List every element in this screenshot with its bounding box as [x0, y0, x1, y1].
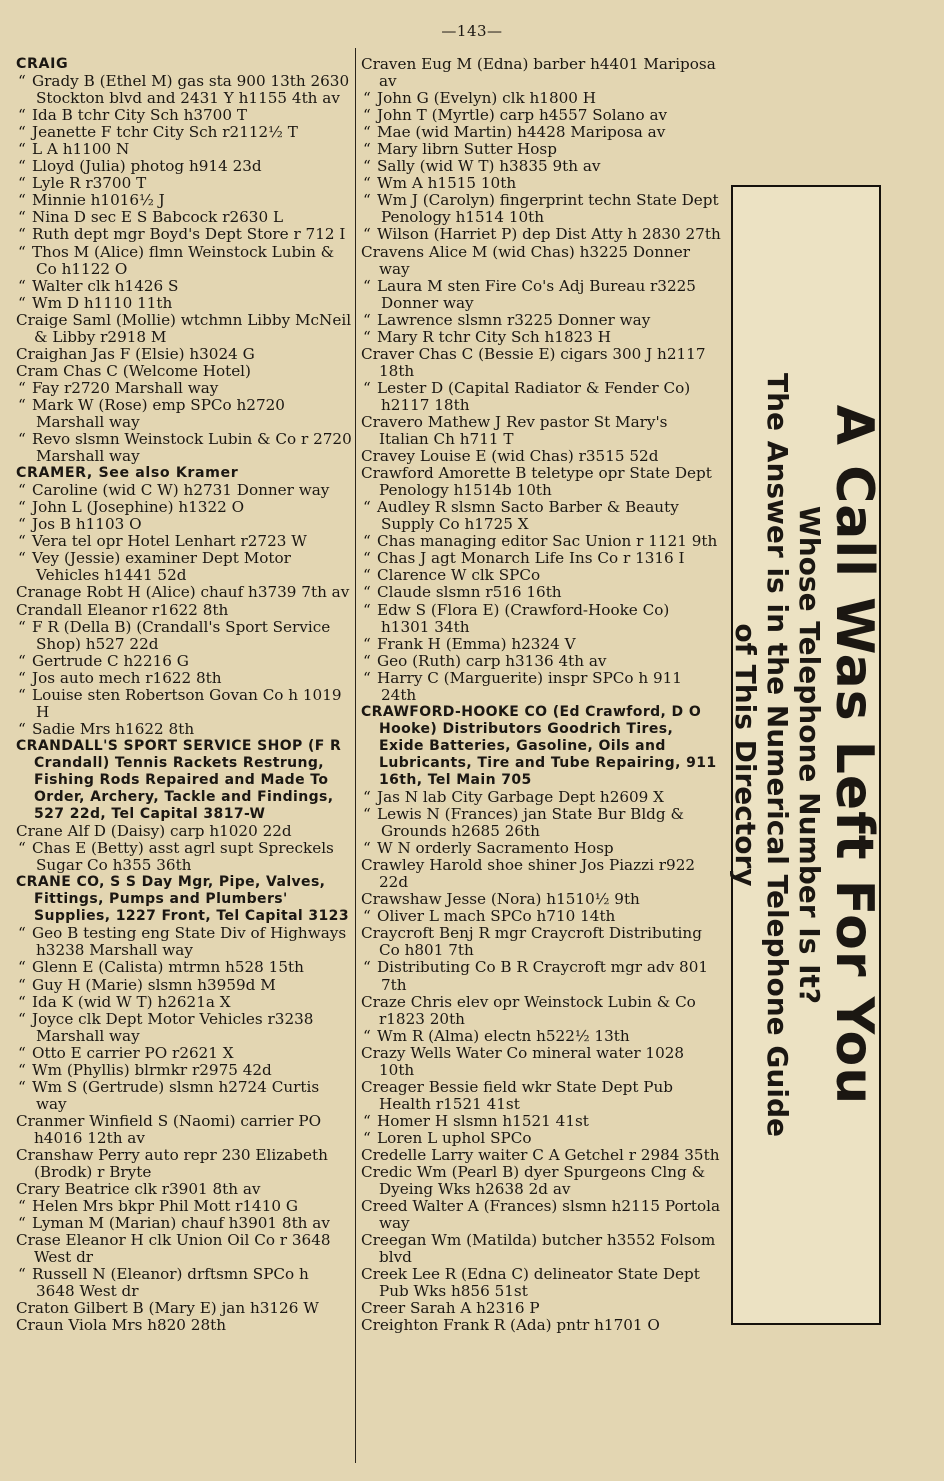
entry-text: Jos B h1103 O — [32, 515, 142, 534]
directory-entry — [16, 397, 352, 431]
directory-entry — [361, 192, 721, 226]
directory-entry — [361, 584, 721, 601]
entry-text: Crandall Eleanor r1622 8th — [16, 600, 229, 619]
ditto-mark: “ — [18, 617, 26, 636]
directory-entry — [16, 124, 352, 141]
entry-text: Helen Mrs bkpr Phil Mott r1410 G — [32, 1197, 298, 1216]
entry-text: Lyle R r3700 T — [32, 174, 147, 193]
entry-text: Creighton Frank R (Ada) pntr h1701 O — [361, 1316, 660, 1335]
directory-entry — [16, 1266, 352, 1300]
entry-text: Chas managing editor Sac Union r 1121 9th — [377, 532, 718, 551]
entry-text: Mary R tchr City Sch h1823 H — [377, 327, 612, 346]
directory-entry — [16, 1011, 352, 1045]
ditto-mark: “ — [18, 123, 26, 142]
directory-entry — [16, 619, 352, 653]
ditto-mark: “ — [18, 140, 26, 159]
entry-text: Jas N lab City Garbage Dept h2609 X — [377, 788, 664, 807]
ditto-mark: “ — [18, 395, 26, 414]
directory-entry — [361, 414, 721, 448]
directory-entry — [361, 56, 721, 90]
directory-entry — [361, 141, 721, 158]
directory-entry — [361, 636, 721, 653]
ditto-mark: “ — [363, 839, 371, 858]
business-listing — [16, 738, 352, 823]
ditto-mark: “ — [363, 1128, 371, 1147]
directory-entry — [361, 1045, 721, 1079]
directory-entry — [361, 891, 721, 908]
ditto-mark: “ — [363, 106, 371, 125]
ditto-mark: “ — [18, 839, 26, 858]
directory-entry — [16, 823, 352, 840]
directory-entry — [16, 959, 352, 976]
directory-entry — [16, 653, 352, 670]
directory-entry — [16, 192, 352, 209]
advertisement-text — [729, 205, 883, 1305]
directory-entry — [16, 1062, 352, 1079]
entry-text: Vera tel opr Hotel Lenhart r2723 W — [32, 532, 307, 551]
directory-entry — [361, 1300, 721, 1317]
entry-text: W N orderly Sacramento Hosp — [377, 839, 614, 858]
business-listing — [361, 704, 721, 789]
directory-entry — [361, 1147, 721, 1164]
entry-text: Ruth dept mgr Boyd's Dept Store r 712 I — [32, 225, 346, 244]
entry-text: Jos auto mech r1622 8th — [32, 668, 222, 687]
entry-text: Craze Chris elev opr Weinstock Lubin & Co r1823 20th — [361, 992, 696, 1028]
ad-line-2: The Answer is in the Numerical Telephone Guide — [761, 373, 794, 1137]
entry-text: Creager Bessie field wkr State Dept Pub Health r1521 41st — [361, 1077, 673, 1113]
entry-text: Nina D sec E S Babcock r2630 L — [32, 208, 284, 227]
entry-text: Craycroft Benj R mgr Craycroft Distributing Co h801 7th — [361, 924, 702, 960]
entry-text: Sally (wid W T) h3835 9th av — [377, 157, 601, 176]
ditto-mark: “ — [18, 430, 26, 449]
entry-text: CRAWFORD-HOOKE CO (Ed Crawford, D O Hooke) Distributors Goodrich Tires, Exide Batteries, Gasoline, Oils and Lubricants, Tire and Tube Repairing, 911 16th, Tel Main 705 — [361, 703, 717, 788]
ditto-mark: “ — [18, 191, 26, 210]
directory-entry — [361, 1164, 721, 1198]
entry-text: Ida K (wid W T) h2621a X — [32, 992, 231, 1011]
ditto-mark: “ — [363, 805, 371, 824]
entry-text: CRANE CO, S S Day Mgr, Pipe, Valves, Fittings, Pumps and Plumbers' Supplies, 1227 Front, Tel Capital 3123 — [16, 874, 349, 925]
entry-text: Audley R slsmn Sacto Barber & Beauty Supply Co h1725 X — [377, 498, 679, 534]
directory-entry — [16, 278, 352, 295]
directory-entry — [361, 840, 721, 857]
entry-text: John G (Evelyn) clk h1800 H — [377, 89, 597, 108]
entry-text: Craun Viola Mrs h820 28th — [16, 1316, 227, 1335]
directory-entry — [16, 295, 352, 312]
entry-text: Minnie h1016½ J — [32, 191, 165, 210]
directory-entry — [16, 925, 352, 959]
entry-text: F R (Della B) (Crandall's Sport Service Shop) h527 22d — [32, 617, 331, 653]
entry-text: Louise sten Robertson Govan Co h 1019 H — [32, 685, 342, 721]
entry-text: Lloyd (Julia) photog h914 23d — [32, 157, 262, 176]
entry-text: Walter clk h1426 S — [32, 276, 179, 295]
entry-text: Craighan Jas F (Elsie) h3024 G — [16, 344, 255, 363]
entry-text: Credelle Larry waiter C A Getchel r 2984 35th — [361, 1146, 720, 1164]
ditto-mark: “ — [18, 975, 26, 994]
entry-text: Frank H (Emma) h2324 V — [377, 634, 576, 653]
directory-entry — [16, 226, 352, 243]
directory-entry — [361, 789, 721, 806]
entry-text: Craige Saml (Mollie) wtchmn Libby McNeil & Libby r2918 M — [16, 310, 352, 346]
ditto-mark: “ — [363, 600, 371, 619]
surname-heading — [16, 56, 352, 73]
ditto-mark: “ — [363, 634, 371, 653]
entry-text: Glenn E (Calista) mtrmn h528 15th — [32, 958, 304, 977]
entry-text: Wm R (Alma) electn h522½ 13th — [377, 1026, 630, 1045]
entry-text: Wilson (Harriet P) dep Dist Atty h 2830 27th — [377, 225, 721, 244]
directory-entry — [361, 465, 721, 499]
ditto-mark: “ — [18, 208, 26, 227]
entry-text: Mae (wid Martin) h4428 Mariposa av — [377, 123, 666, 142]
directory-entry — [361, 124, 721, 141]
ditto-mark: “ — [363, 907, 371, 926]
directory-entry — [16, 1147, 352, 1181]
entry-text: Cranshaw Perry auto repr 230 Elizabeth (Brodk) r Bryte — [16, 1146, 328, 1182]
entry-text: Craton Gilbert B (Mary E) jan h3126 W — [16, 1299, 319, 1318]
ditto-mark: “ — [363, 276, 371, 295]
directory-entry — [361, 175, 721, 192]
ditto-mark: “ — [18, 1214, 26, 1233]
entry-text: Thos M (Alice) flmn Weinstock Lubin & Co h1122 O — [32, 242, 335, 278]
directory-entry — [361, 1198, 721, 1232]
ditto-mark: “ — [18, 276, 26, 295]
ditto-mark: “ — [18, 1043, 26, 1062]
entry-text: Wm D h1110 11th — [32, 293, 173, 312]
ditto-mark: “ — [363, 566, 371, 585]
surname-heading — [16, 465, 352, 482]
directory-entry — [16, 1181, 352, 1198]
entry-text: Crawshaw Jesse (Nora) h1510½ 9th — [361, 890, 640, 909]
ditto-mark: “ — [18, 225, 26, 244]
entry-text: Wm S (Gertrude) slsmn h2724 Curtis way — [32, 1077, 320, 1113]
advertisement-box — [729, 185, 884, 1325]
directory-entry — [361, 857, 721, 891]
ditto-mark: “ — [363, 378, 371, 397]
directory-entry — [361, 925, 721, 959]
entry-text: Wm (Phyllis) blrmkr r2975 42d — [32, 1060, 272, 1079]
ditto-mark: “ — [18, 293, 26, 312]
entry-text: Jeanette F tchr City Sch r2112½ T — [32, 123, 298, 142]
ditto-mark: “ — [18, 515, 26, 534]
entry-text: Revo slsmn Weinstock Lubin & Co r 2720 Marshall way — [32, 430, 352, 466]
entry-text: Craven Eug M (Edna) barber h4401 Mariposa av — [361, 55, 716, 91]
directory-entry — [361, 107, 721, 124]
ad-title: A Call Was Left For You — [824, 404, 884, 1106]
entry-text: Homer H slsmn h1521 41st — [377, 1111, 589, 1130]
directory-entry — [361, 278, 721, 312]
ad-line-1: Whose Telephone Number Is It? — [793, 505, 826, 1005]
directory-column-right — [361, 56, 721, 1335]
entry-text: Wm J (Carolyn) fingerprint techn State Dept Penology h1514 10th — [377, 191, 719, 227]
column-divider — [355, 48, 356, 1463]
entry-text: CRAMER, See also Kramer — [16, 465, 239, 482]
entry-text: Lewis N (Frances) jan State Bur Bldg & Grounds h2685 26th — [377, 805, 684, 841]
ditto-mark: “ — [18, 242, 26, 261]
ditto-mark: “ — [363, 1111, 371, 1130]
entry-text: Sadie Mrs h1622 8th — [32, 719, 195, 738]
entry-text: Lyman M (Marian) chauf h3901 8th av — [32, 1214, 330, 1233]
directory-entry — [16, 840, 352, 874]
entry-text: CRAIG — [16, 56, 69, 72]
directory-entry — [16, 550, 352, 584]
entry-text: Crawley Harold shoe shiner Jos Piazzi r922 22d — [361, 856, 696, 892]
ad-line-3: of This Directory — [729, 623, 762, 887]
ditto-mark: “ — [363, 532, 371, 551]
directory-entry — [361, 1079, 721, 1113]
ditto-mark: “ — [18, 719, 26, 738]
entry-text: Geo B testing eng State Div of Highways h3238 Marshall way — [32, 924, 347, 960]
ditto-mark: “ — [363, 123, 371, 142]
directory-entry — [16, 1300, 352, 1317]
ditto-mark: “ — [18, 174, 26, 193]
entry-text: Credic Wm (Pearl B) dyer Spurgeons Clng & Dyeing Wks h2638 2d av — [361, 1163, 706, 1199]
ditto-mark: “ — [363, 958, 371, 977]
ditto-mark: “ — [363, 583, 371, 602]
directory-entry — [361, 908, 721, 925]
directory-entry — [16, 73, 352, 107]
entry-text: Cravero Mathew J Rev pastor St Mary's Italian Ch h711 T — [361, 412, 668, 449]
directory-entry — [361, 1028, 721, 1045]
entry-text: Gertrude C h2216 G — [32, 651, 189, 670]
ditto-mark: “ — [363, 225, 371, 244]
directory-entry — [16, 533, 352, 550]
entry-text: Crase Eleanor H clk Union Oil Co r 3648 West dr — [16, 1231, 331, 1267]
ditto-mark: “ — [363, 140, 371, 159]
directory-entry — [16, 1198, 352, 1215]
directory-entry — [16, 158, 352, 175]
entry-text: Chas J agt Monarch Life Ins Co r 1316 I — [377, 549, 685, 568]
directory-entry — [361, 1113, 721, 1130]
directory-entry — [16, 721, 352, 738]
ditto-mark: “ — [18, 992, 26, 1011]
directory-entry — [361, 602, 721, 636]
entry-text: Creek Lee R (Edna C) delineator State Dept Pub Wks h856 51st — [361, 1265, 700, 1301]
directory-entry — [361, 670, 721, 704]
ditto-mark: “ — [18, 1060, 26, 1079]
entry-text: Laura M sten Fire Co's Adj Bureau r3225 Donner way — [377, 276, 696, 312]
entry-text: Geo (Ruth) carp h3136 4th av — [377, 651, 607, 670]
directory-entry — [361, 312, 721, 329]
ditto-mark: “ — [18, 958, 26, 977]
entry-text: Wm A h1515 10th — [377, 174, 517, 193]
ditto-mark: “ — [18, 481, 26, 500]
directory-entry — [361, 1130, 721, 1147]
entry-text: Cram Chas C (Welcome Hotel) — [16, 361, 251, 380]
entry-text: Lawrence slsmn r3225 Donner way — [377, 310, 651, 329]
ditto-mark: “ — [18, 651, 26, 670]
ditto-mark: “ — [18, 1265, 26, 1284]
entry-text: Crary Beatrice clk r3901 8th av — [16, 1180, 261, 1199]
ditto-mark: “ — [363, 89, 371, 108]
entry-text: Loren L uphol SPCo — [377, 1128, 532, 1147]
ditto-mark: “ — [363, 157, 371, 176]
directory-entry — [16, 1317, 352, 1334]
directory-entry — [16, 346, 352, 363]
directory-entry — [16, 670, 352, 687]
ditto-mark: “ — [18, 1077, 26, 1096]
directory-entry — [361, 380, 721, 414]
directory-entry — [361, 158, 721, 175]
entry-text: Ida B tchr City Sch h3700 T — [32, 106, 247, 125]
entry-text: Distributing Co B R Craycroft mgr adv 801 7th — [377, 958, 709, 994]
directory-entry — [16, 107, 352, 124]
entry-text: Craver Chas C (Bessie E) cigars 300 J h2117 18th — [361, 344, 706, 380]
entry-text: Claude slsmn r516 16th — [377, 583, 562, 602]
directory-entry — [361, 1232, 721, 1266]
entry-text: Cranage Robt H (Alice) chauf h3739 7th av — [16, 583, 350, 602]
directory-entry — [361, 567, 721, 584]
ditto-mark: “ — [363, 668, 371, 687]
entry-text: Creed Walter A (Frances) slsmn h2115 Portola way — [361, 1197, 721, 1233]
directory-entry — [16, 141, 352, 158]
directory-entry — [361, 959, 721, 993]
entry-text: Caroline (wid C W) h2731 Donner way — [32, 481, 330, 500]
entry-text: Russell N (Eleanor) drftsmn SPCo h 3648 West dr — [32, 1265, 309, 1301]
directory-entry — [361, 550, 721, 567]
entry-text: Crawford Amorette B teletype opr State Dept Penology h1514b 10th — [361, 464, 712, 500]
directory-entry — [361, 346, 721, 380]
directory-entry — [16, 1079, 352, 1113]
directory-column-left — [16, 56, 352, 1335]
entry-text: Clarence W clk SPCo — [377, 566, 541, 585]
entry-text: John L (Josephine) h1322 O — [32, 498, 245, 517]
directory-entry — [16, 584, 352, 601]
ditto-mark: “ — [363, 327, 371, 346]
entry-text: Grady B (Ethel M) gas sta 900 13th 2630 Stockton blvd and 2431 Y h1155 4th av — [32, 72, 350, 108]
ditto-mark: “ — [18, 498, 26, 517]
entry-text: Otto E carrier PO r2621 X — [32, 1043, 234, 1062]
directory-entry — [16, 1215, 352, 1232]
directory-entry — [16, 363, 352, 380]
directory-entry — [361, 1266, 721, 1300]
entry-text: Mary librn Sutter Hosp — [377, 140, 557, 159]
directory-entry — [361, 226, 721, 243]
directory-entry — [16, 499, 352, 516]
ditto-mark: “ — [363, 498, 371, 517]
directory-entry — [361, 994, 721, 1028]
directory-entry — [16, 431, 352, 465]
ditto-mark: “ — [18, 1009, 26, 1028]
entry-text: Creer Sarah A h2316 P — [361, 1299, 540, 1318]
directory-entry — [361, 329, 721, 346]
entry-text: Cranmer Winfield S (Naomi) carrier PO h4016 12th av — [16, 1111, 322, 1147]
entry-text: CRANDALL'S SPORT SERVICE SHOP (F R Crandall) Tennis Rackets Restrung, Fishing Rods Repaired and Made To Order, Archery, Tackle and Findings, 527 22d, Tel Capital 3817-W — [16, 737, 342, 823]
entry-text: L A h1100 N — [32, 140, 130, 159]
directory-entry — [16, 209, 352, 226]
entry-text: Fay r2720 Marshall way — [32, 378, 219, 397]
ditto-mark: “ — [363, 651, 371, 670]
entry-text: Crazy Wells Water Co mineral water 1028 10th — [361, 1043, 685, 1079]
entry-text: Crane Alf D (Daisy) carp h1020 22d — [16, 822, 292, 841]
ditto-mark: “ — [363, 549, 371, 568]
entry-text: Cravey Louise E (wid Chas) r3515 52d — [361, 447, 659, 466]
directory-entry — [16, 482, 352, 499]
ditto-mark: “ — [18, 532, 26, 551]
ditto-mark: “ — [18, 72, 26, 91]
business-listing — [16, 874, 352, 925]
directory-entry — [361, 90, 721, 107]
directory-entry — [361, 1317, 721, 1334]
ditto-mark: “ — [363, 174, 371, 193]
ditto-mark: “ — [18, 157, 26, 176]
directory-entry — [361, 653, 721, 670]
entry-text: John T (Myrtle) carp h4557 Solano av — [377, 106, 668, 125]
directory-entry — [16, 1113, 352, 1147]
entry-text: Lester D (Capital Radiator & Fender Co) h2117 18th — [377, 378, 691, 414]
directory-entry — [16, 1232, 352, 1266]
directory-entry — [361, 533, 721, 550]
ditto-mark: “ — [363, 310, 371, 329]
entry-text: Mark W (Rose) emp SPCo h2720 Marshall way — [32, 395, 285, 431]
directory-entry — [16, 380, 352, 397]
entry-text: Vey (Jessie) examiner Dept Motor Vehicles h1441 52d — [32, 549, 291, 585]
directory-entry — [361, 448, 721, 465]
entry-text: Oliver L mach SPCo h710 14th — [377, 907, 616, 926]
directory-entry — [16, 516, 352, 533]
ditto-mark: “ — [18, 1197, 26, 1216]
entry-text: Edw S (Flora E) (Crawford-Hooke Co) h1301 34th — [377, 600, 670, 636]
directory-entry — [361, 244, 721, 278]
ditto-mark: “ — [363, 1026, 371, 1045]
directory-entry — [16, 244, 352, 278]
entry-text: Harry C (Marguerite) inspr SPCo h 911 24th — [377, 668, 682, 704]
directory-entry — [16, 994, 352, 1011]
directory-entry — [16, 312, 352, 346]
entry-text: Cravens Alice M (wid Chas) h3225 Donner way — [361, 242, 691, 278]
ditto-mark: “ — [18, 106, 26, 125]
entry-text: Joyce clk Dept Motor Vehicles r3238 Marshall way — [32, 1009, 314, 1045]
directory-entry — [16, 687, 352, 721]
page-number: —143— — [441, 22, 503, 40]
ditto-mark: “ — [18, 685, 26, 704]
ditto-mark: “ — [18, 378, 26, 397]
entry-text: Guy H (Marie) slsmn h3959d M — [32, 975, 276, 994]
entry-text: Creegan Wm (Matilda) butcher h3552 Folsom blvd — [361, 1231, 716, 1267]
directory-entry — [361, 806, 721, 840]
ditto-mark: “ — [363, 788, 371, 807]
directory-entry — [16, 602, 352, 619]
ditto-mark: “ — [363, 191, 371, 210]
directory-entry — [16, 977, 352, 994]
directory-entry — [361, 499, 721, 533]
ditto-mark: “ — [18, 668, 26, 687]
ditto-mark: “ — [18, 549, 26, 568]
ditto-mark: “ — [18, 924, 26, 943]
directory-entry — [16, 1045, 352, 1062]
entry-text: Chas E (Betty) asst agrl supt Spreckels Sugar Co h355 36th — [32, 839, 334, 875]
directory-entry — [16, 175, 352, 192]
